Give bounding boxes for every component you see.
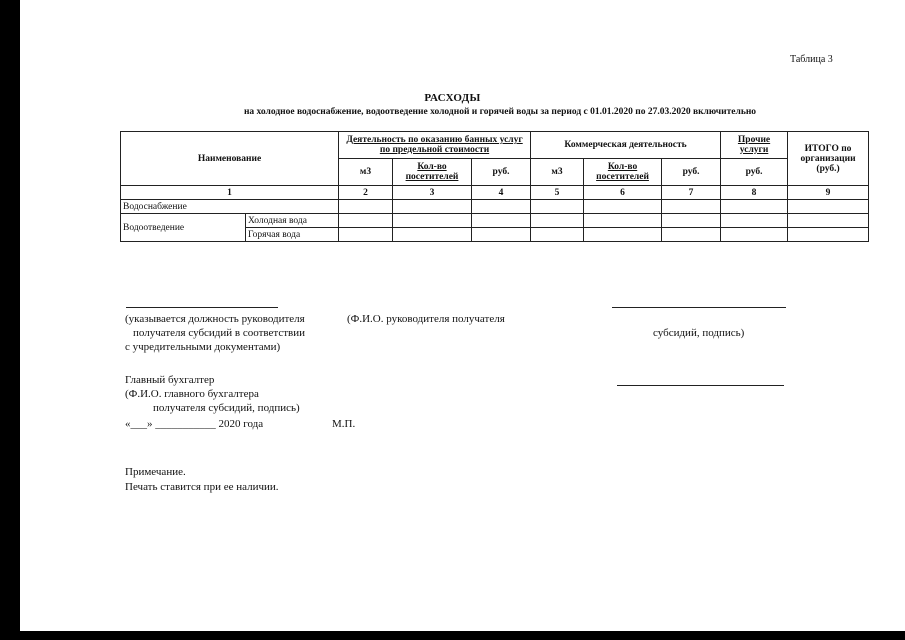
header-bath-group-label: Деятельность по оказанию банных услуг по предельной стоимости: [346, 135, 523, 155]
column-numbers-row: [121, 186, 869, 200]
row-label-water-supply: Водоснабжение: [121, 200, 339, 214]
data-cell: [584, 228, 662, 242]
column-number: 9: [788, 186, 869, 200]
date-line: «___» ___________ 2020 года: [125, 418, 264, 430]
header-commercial-m3: м3: [531, 159, 584, 186]
data-cell: [472, 214, 531, 228]
header-total: ИТОГО по организации (руб.): [788, 132, 869, 186]
header-commercial-visitors-label: Кол-во посетителей: [596, 162, 649, 182]
document-title: РАСХОДЫ: [424, 92, 481, 104]
column-number: 4: [472, 186, 531, 200]
header-bath-m3: м3: [339, 159, 393, 186]
data-cell: [393, 200, 472, 214]
chief-accountant-label: Главный бухгалтер: [125, 374, 215, 386]
data-cell: [339, 200, 393, 214]
row-label-cold-water: Холодная вода: [246, 214, 339, 228]
data-cell: [788, 228, 869, 242]
table-row-water-supply: [121, 200, 869, 214]
row-label-hot-water: Горячая вода: [246, 228, 339, 242]
header-commercial-rub: руб.: [662, 159, 721, 186]
data-cell: [531, 214, 584, 228]
data-cell: [472, 228, 531, 242]
scan-border-bottom: [0, 631, 905, 640]
header-commercial-group: Коммерческая деятельность: [531, 132, 721, 159]
data-cell: [662, 214, 721, 228]
table-row-cold-water: [121, 214, 869, 228]
data-cell: [393, 228, 472, 242]
column-number: 8: [721, 186, 788, 200]
data-cell: [584, 200, 662, 214]
column-number: 6: [584, 186, 662, 200]
data-cell: [339, 228, 393, 242]
data-cell: [584, 214, 662, 228]
data-cell: [788, 200, 869, 214]
note-title: Примечание.: [125, 466, 186, 478]
position-note-line-2: получателя субсидий в соответствии: [133, 327, 306, 339]
data-cell: [472, 200, 531, 214]
header-other-rub: руб.: [721, 159, 788, 186]
column-number: 3: [393, 186, 472, 200]
director-fio-note-line-1: (Ф.И.О. руководителя получателя: [347, 313, 505, 325]
data-cell: [721, 214, 788, 228]
data-cell: [662, 228, 721, 242]
column-number: 2: [339, 186, 393, 200]
accountant-note-line-2: получателя субсидий, подпись): [153, 402, 300, 414]
document-subtitle: на холодное водоснабжение, водоотведение холодной и горячей воды за период с 01.01.2020 по 27.03.2020 включительно: [243, 107, 757, 117]
director-fio-note-line-2: субсидий, подпись): [653, 327, 745, 339]
director-signature-line: [612, 307, 786, 308]
header-bath-visitors: [393, 159, 472, 186]
data-cell: [662, 200, 721, 214]
header-bath-group: [339, 132, 531, 159]
column-number: 5: [531, 186, 584, 200]
data-cell: [531, 200, 584, 214]
header-other: [721, 132, 788, 159]
header-bath-rub: руб.: [472, 159, 531, 186]
row-label-drainage: Водоотведение: [121, 214, 246, 242]
header-row-1: [121, 132, 869, 159]
accountant-signature-line: [617, 385, 784, 386]
data-cell: [531, 228, 584, 242]
header-other-label: Прочие услуги: [737, 135, 771, 155]
note-text: Печать ставится при ее наличии.: [125, 481, 279, 493]
data-cell: [788, 214, 869, 228]
data-cell: [721, 200, 788, 214]
expenses-table: [120, 131, 869, 242]
column-number: 1: [121, 186, 339, 200]
data-cell: [393, 214, 472, 228]
accountant-note-line-1: (Ф.И.О. главного бухгалтера: [125, 388, 259, 400]
header-bath-visitors-label: Кол-во посетителей: [405, 162, 459, 182]
position-note-line-1: (указывается должность руководителя: [125, 313, 305, 325]
data-cell: [721, 228, 788, 242]
column-number: 7: [662, 186, 721, 200]
position-signature-line: [126, 307, 278, 308]
header-name: Наименование: [121, 132, 339, 186]
stamp-place-label: М.П.: [332, 418, 356, 430]
position-note-line-3: с учредительными документами): [125, 341, 281, 353]
data-cell: [339, 214, 393, 228]
header-commercial-visitors: [584, 159, 662, 186]
table-label: Таблица 3: [790, 54, 833, 65]
